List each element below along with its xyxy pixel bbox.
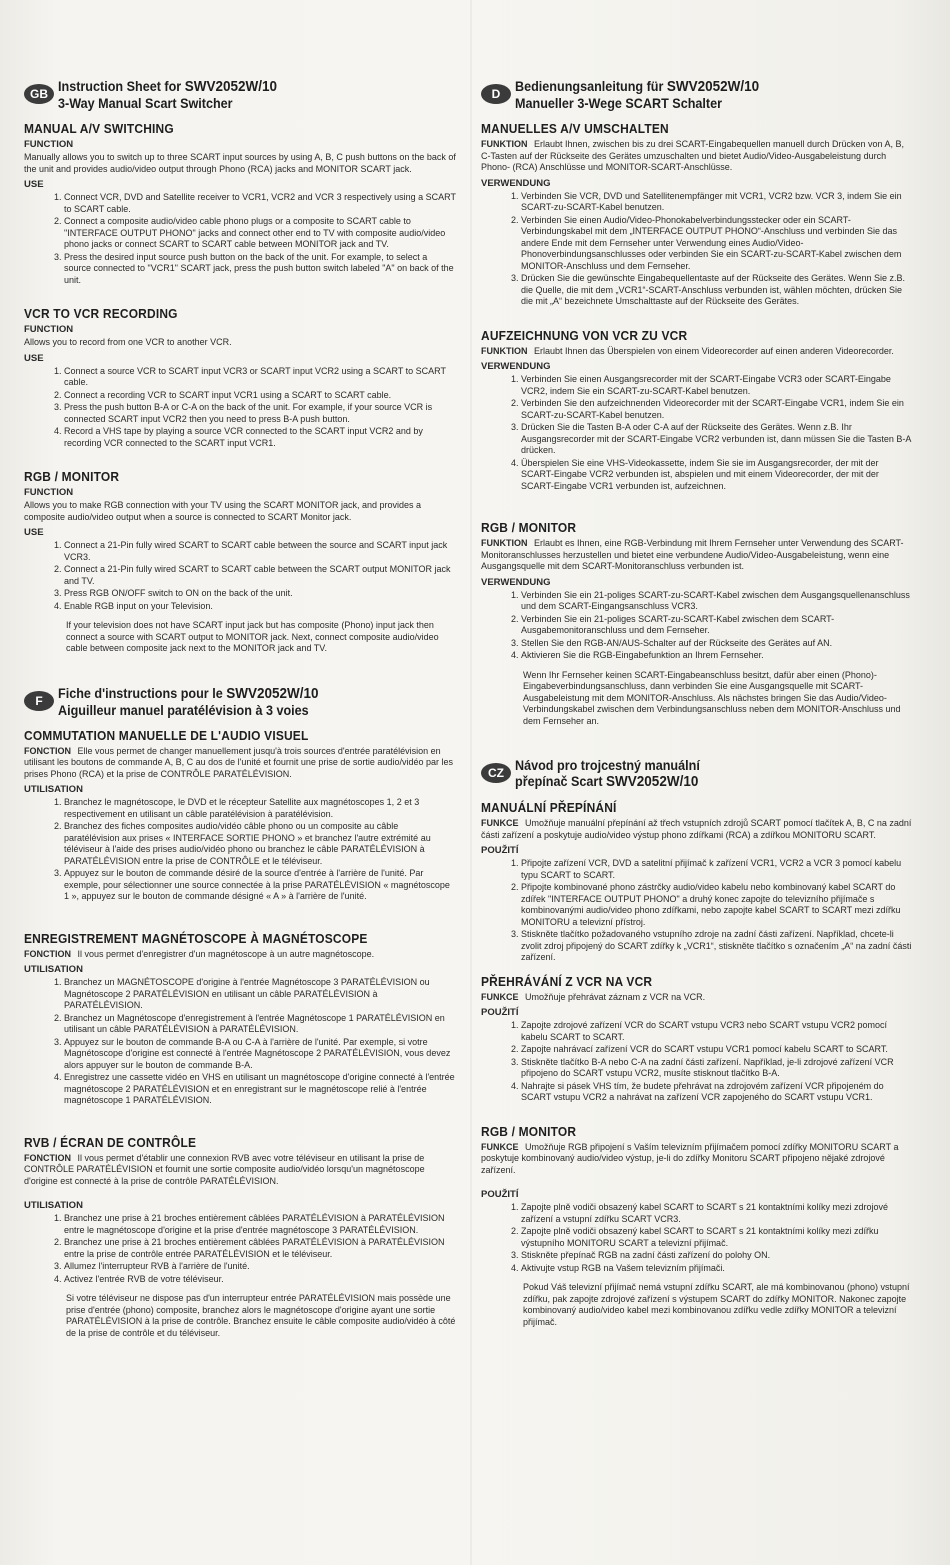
cz-s3-use-label: POUŽITÍ: [481, 1189, 519, 1200]
gb-s3-use-label: USE: [24, 527, 44, 538]
list-item: 3. Stellen Sie den RGB-AN/AUS-Schalter auf der Rückseite des Gerätes auf AN.: [521, 638, 913, 650]
cz-language-badge: CZ: [481, 763, 511, 783]
d-s2-function-text: Erlaubt Ihnen das Überspielen von einem Videorecorder auf einen anderen Videorecorder.: [534, 345, 894, 356]
f-s3-function-label: FONCTION: [24, 1152, 71, 1163]
d-s2-use-label: VERWENDUNG: [481, 361, 551, 372]
cz-header: [481, 757, 913, 790]
list-item: 4. Aktivieren Sie die RGB-Eingabefunktion an Ihrem Fernseher.: [521, 650, 913, 662]
list-item: 2. Connect a 21-Pin fully wired SCART to SCART cable between the SCART output MONITOR jack and TV.: [64, 564, 456, 587]
d-s3-function: [481, 538, 913, 573]
f-title-line1: Fiche d'instructions pour le: [58, 684, 223, 701]
cz-s3-steps: [481, 1202, 913, 1274]
d-s1-function-text: Erlaubt Ihnen, zwischen bis zu drei SCART-Eingabequellen manuell durch Drücken von A, B, C-Tasten auf der Rückseite des Gerätes umzuschalten und bietet Audio/Video-Ausgabeleistung durch Phono- (RCA) Anschlüsse und MONITOR-SCART-Anschlüsse.: [481, 139, 905, 172]
gb-s2-use-label: USE: [24, 352, 44, 364]
d-s2-function: [481, 346, 913, 358]
list-item: 4. Enregistrez une cassette vidéo en VHS en utilisant un magnétoscope d'origine connecté à l'entrée magnétoscope 2 PARATÉLÉVISION et en enregistrant sur le magnétoscope relié à l'entrée magnétoscope 1 PARATÉLÉVISION.: [64, 1072, 456, 1107]
list-item: 3. Appuyez sur le bouton de commande désiré de la source d'entrée à l'arrière de l'unité. Par exemple, pour sélectionner une source connectée à la prise PARATÉLÉVISION « magnétoscope 1 », appuyez sur le bouton de commande désigné « A » à l'arrière de l'unité.: [64, 868, 456, 903]
list-item: 2. Connect a recording VCR to SCART input VCR1 using a SCART to SCART cable.: [64, 390, 456, 402]
d-language-badge: D: [481, 84, 511, 104]
cz-s1-function-text: Umožňuje manuální přepínání až třech vstupních zdrojů SCART pomocí tlačítek A, B, C na zadní části zařízení a poskytuje audio/video výstup phono zdířkami (RCA) a zdířkou MONITORU SCART.: [481, 818, 912, 840]
list-item: 2. Zapojte nahrávací zařízení VCR do SCART vstupu VCR1 pomocí kabelu SCART to SCART.: [521, 1044, 913, 1056]
cz-s3-note: Pokud Váš televizní přijímač nemá vstupní zdířku SCART, ale má kombinovanou (phono) vstupní zdířku, pak zapojte zdrojové zařízení s výstupem SCART do zdířky MONITOR. Nakonec zapojte kombinovaný audio/video kabel mezi kombinovanou zdířku vedle zdířky MONITOR a televizní přijímač.: [523, 1282, 910, 1327]
list-item: 2. Connect a composite audio/video cable phono plugs or a composite to SCART cable to "INTERFACE OUTPUT PHONO" jacks and connect other end to TV with composite audio/video phono jacks or connect SCART to SCART cable between MONITOR jack and TV.: [64, 216, 456, 251]
d-s2-function-label: FUNKTION: [481, 345, 528, 356]
list-item: 3. Drücken Sie die Tasten B-A oder C-A auf der Rückseite des Gerätes. Wenn z.B. Ihr Ausgangsrecorder mit der SCART-Eingabe VCR2 verbunden ist, dann müssen Sie die Tasten B-A drücken.: [521, 422, 913, 457]
f-s2-function: [24, 949, 456, 961]
f-s3-title: RVB / ÉCRAN DE CONTRÔLE: [24, 1134, 197, 1150]
list-item: 1. Connect a source VCR to SCART input VCR3 or SCART input VCR2 using a SCART to SCART cable.: [64, 366, 456, 389]
f-section: [24, 685, 456, 1340]
list-item: 3. Stiskněte tlačítko B-A nebo C-A na zadní části zařízení. Například, je-li zdrojové zařízení VCR připojeno do SCART vstupu VCR2, musíte stisknout tlačítko B-A.: [521, 1057, 913, 1080]
cz-model: SWV2052W/10: [606, 773, 699, 790]
cz-s2-title: PŘEHRÁVÁNÍ Z VCR NA VCR: [481, 973, 653, 989]
d-s1-function: [481, 139, 913, 174]
gb-s3-function-text: Allows you to make RGB connection with your TV using the SCART MONITOR jack, and provides a composite audio/video output when a source is connected to SCART Monitor jack.: [24, 500, 422, 522]
list-item: 1. Zapojte plně vodiči obsazený kabel SCART to SCART s 21 kontaktními kolíky mezi zdrojové zařízení a vstupní zdířku SCART VCR3.: [521, 1202, 913, 1225]
list-item: 4. Activez l'entrée RVB de votre téléviseur.: [64, 1274, 456, 1286]
f-s3-function-text: Il vous permet d'établir une connexion RVB avec votre téléviseur en utilisant la prise de CONTRÔLE PARATÉLÉVISION et fournit une sortie composite audio/vidéo lorsqu'un magnétoscope d'origine est connecté à la prise de contrôle PARATÉLÉVISION.: [24, 1152, 425, 1186]
f-s2-function-text: Il vous permet d'enregistrer d'un magnétoscope à un autre magnétoscope.: [77, 948, 375, 959]
list-item: 2. Zapojte plně vodiči obsazený kabel SCART to SCART s 21 kontaktními kolíky mezi zdířku výstupního MONITORU SCART a televizní přijímač.: [521, 1226, 913, 1249]
cz-s2-use-label: POUŽITÍ: [481, 1007, 519, 1018]
list-item: 3. Press the desired input source push button on the back of the unit. For example, to select a source connected to "VCR1" SCART jack, press the push button switch labeled "A" on back of the unit.: [64, 252, 456, 287]
cz-subtitle: [515, 773, 873, 790]
list-item: 2. Verbinden Sie ein 21-poliges SCART-zu-SCART-Kabel zwischen dem SCART-Ausgabemonitoranschluss und dem Fernseher.: [521, 614, 913, 637]
f-language-badge: F: [24, 691, 54, 711]
gb-s2-function-label: FUNCTION: [24, 324, 74, 335]
d-s3-use-label: VERWENDUNG: [481, 576, 551, 588]
f-s1-steps: [24, 797, 456, 903]
gb-subtitle: 3-Way Manual Scart Switcher: [58, 95, 233, 111]
list-item: 4. Record a VHS tape by playing a source VCR connected to the SCART input VCR2 and by recording VCR connected to the SCART input VCR1.: [64, 426, 456, 449]
list-item: 2. Připojte kombinované phono zástrčky audio/video kabelu nebo kombinovaný kabel SCART do zdířek "INTERFACE OUTPUT PHONO" a druhý konec zapojte do televizního přijímače s kombinovanými audio/video phono zdířkami, nebo zapojte kabel SCART to SCART mezi zdířku MONITORU a televizní přístroj.: [521, 882, 913, 928]
list-item: 1. Connect VCR, DVD and Satellite receiver to VCR1, VCR2 and VCR 3 respectively using a SCART to SCART cable.: [64, 192, 456, 215]
gb-s1-title: MANUAL A/V SWITCHING: [24, 121, 174, 136]
list-item: 1. Connect a 21-Pin fully wired SCART to SCART cable between the source and SCART input jack VCR3.: [64, 540, 456, 563]
list-item: 2. Branchez des fiches composites audio/vidéo câble phono ou un composite au câble paratélévision aux prises « INTERFACE SORTIE PHONO » et branchez l'autre extrémité au téléviseur à l'aide des prises audio/vidéo phono ou branchez le câble PARATÉLÉVISION à PARATÉLÉVISION entre la prise de CONTRÔLE et le téléviseur.: [64, 821, 456, 867]
gb-s3-steps: [24, 540, 456, 612]
list-item: 4. Enable RGB input on your Television.: [64, 601, 456, 613]
f-s3-note: Si votre téléviseur ne dispose pas d'un interrupteur entrée PARATÉLÉVISION mais possède une prise d'entrée (phono) composite, branchez alors le magnétoscope d'origine ayant une sortie PARATÉLÉVISION à la prise de contrôle. Branchez ensuite le câble composite audio/vidéo à côté de la prise de contrôle et du téléviseur.: [66, 1293, 456, 1338]
cz-title: Návod pro trojcestný manuální: [515, 757, 700, 773]
list-item: 2. Branchez un Magnétoscope d'enregistrement à l'entrée Magnétoscope 1 PARATÉLÉVISION en utilisant un câble PARATÉLÉVISION à PARATÉLÉVISION.: [64, 1013, 456, 1036]
cz-s1-use-label: POUŽITÍ: [481, 845, 519, 856]
list-item: 1. Verbinden Sie VCR, DVD und Satellitenempfänger mit VCR1, VCR2 bzw. VCR 3, indem Sie ein SCART-zu-SCART-Kabel benutzen.: [521, 191, 913, 214]
f-subtitle: Aiguilleur manuel paratélévision à 3 voies: [58, 701, 309, 718]
gb-model: SWV2052W/10: [184, 78, 278, 95]
list-item: 4. Überspielen Sie eine VHS-Videokassette, indem Sie sie im Ausgangsrecorder, der mit der SCART-Eingabe VCR2 verbunden ist, abspielen und mit einem Videorecorder, der mit der SCART-Eingabe VCR1 verbunden ist, aufzeichnen.: [521, 458, 913, 493]
gb-s1-function-text: Manually allows you to switch up to three SCART input sources by using A, B, C push buttons on the back of the unit and provides audio/video output through Phono (RCA) jacks and MONITOR SCART jack.: [24, 152, 456, 174]
list-item: 1. Verbinden Sie einen Ausgangsrecorder mit der SCART-Eingabe VCR3 oder SCART-Eingabe VCR2, indem Sie ein SCART-zu-SCART-Kabel benutzen.: [521, 374, 913, 397]
d-s2-steps: [481, 374, 913, 492]
d-s3-function-label: FUNKTION: [481, 538, 528, 548]
gb-s1-steps: [24, 192, 456, 286]
cz-s1-function: [481, 818, 913, 841]
list-item: 3. Press the push button B-A or C-A on the back of the unit. For example, if your source VCR is connected SCART input VCR2 then you need to press B-A push button.: [64, 402, 456, 425]
f-model: SWV2052W/10: [226, 684, 319, 702]
list-item: 1. Verbinden Sie ein 21-poliges SCART-zu-SCART-Kabel zwischen dem Ausgangsquellenanschluss und dem SCART-Eingangsanschluss VCR3.: [521, 590, 913, 613]
f-s3-use-label: UTILISATION: [24, 1200, 83, 1211]
d-s1-steps: [481, 191, 913, 308]
f-s1-function-label: FONCTION: [24, 745, 71, 756]
list-item: 2. Verbinden Sie einen Audio/Video-Phonokabelverbindungsstecker oder ein SCART-Verbindungskabel mit dem „INTERFACE OUTPUT PHONO“-Anschluss und verbinden Sie das andere Ende mit dem Fernseher unter Verwendung eines Audio/Video-Phonoverbindungsanschlusses oder verbinden Sie ein SCART-zu-SCART-Kabel zwischen dem MONITOR-Anschluss und dem Fernseher.: [521, 215, 913, 273]
cz-s3-function: [481, 1142, 913, 1177]
cz-s1-title: MANUÁLNÍ PŘEPÍNÁNÍ: [481, 800, 617, 815]
f-s1-title: COMMUTATION MANUELLE DE L'AUDIO VISUEL: [24, 727, 309, 743]
gb-header: [24, 78, 456, 111]
list-item: 2. Branchez une prise à 21 broches entièrement câblées PARATÉLÉVISION à PARATÉLÉVISION entre la prise de contrôle entrée PARATÉLÉVISION et le téléviseur.: [64, 1237, 456, 1260]
d-header: [481, 78, 913, 111]
f-header: [24, 685, 456, 718]
d-s3-title: RGB / MONITOR: [481, 520, 577, 535]
list-item: 3. Stiskněte tlačítko požadovaného vstupního zdroje na zadní části zařízení. Například, chcete-li zvolit zdroj připojený do SCART zdířky k „VCR1“, stiskněte tlačítko s označením „A“ na zadní části zařízení.: [521, 929, 913, 964]
list-item: 3. Press RGB ON/OFF switch to ON on the back of the unit.: [64, 588, 456, 600]
cz-s2-function-text: Umožňuje přehrávat záznam z VCR na VCR.: [525, 991, 706, 1002]
list-item: 1. Branchez une prise à 21 broches entièrement câblées PARATÉLÉVISION à PARATÉLÉVISION entre le magnétoscope d'origine et la prise d'entrée magnétoscope 3 PARATÉLÉVISION.: [64, 1213, 456, 1236]
list-item: 4. Nahrajte si pásek VHS tím, že budete přehrávat na zdrojovém zařízení VCR připojeném do SCART vstupu VCR2 a nahrávat na zařízení VCR zapojeného do SCART vstupu VCR1.: [521, 1081, 913, 1104]
gb-title-line1: Instruction Sheet for: [58, 78, 182, 94]
f-s2-function-label: FONCTION: [24, 948, 71, 959]
d-s3-note: Wenn Ihr Fernseher keinen SCART-Eingabeanschluss besitzt, dafür aber einen (Phono)-Eingabeverbindungsanschluss, dann verbinden Sie eine Ausgangsquelle mit SCART-Ausgabeleistung mit dem MONITOR-Anschluss. Als nächstes bringen Sie das Audio/Video-Verbindungskabel zwischen dem Verbindungsanschluss neben dem MONITOR-Anschluss und dem Fernseher an.: [523, 669, 901, 726]
d-s1-use-label: VERWENDUNG: [481, 177, 551, 189]
f-s1-function-text: Elle vous permet de changer manuellement jusqu'à trois sources d'entrée paratélévision en utilisant les boutons de commande A, B, C au dos de l'unité et fournit une prise de sortie audio/vidéo par les prises Phono (RCA) et la prise de CONTRÔLE PARATÉLÉVISION.: [24, 745, 453, 779]
d-subtitle: Manueller 3-Wege SCART Schalter: [515, 95, 723, 111]
left-column: [24, 78, 456, 1343]
list-item: 2. Verbinden Sie den aufzeichnenden Videorecorder mit der SCART-Eingabe VCR1, indem Sie ein SCART-zu-SCART-Kabel benutzen.: [521, 398, 913, 421]
f-s3-steps: [24, 1213, 456, 1285]
list-item: 3. Appuyez sur le bouton de commande B-A ou C-A à l'arrière de l'unité. Par exemple, si votre Magnétoscope d'origine est connecté à l'entrée Magnétoscope 2 PARATÉLÉVISION, vous devez alors appuyer sur le bouton de commande B-A.: [64, 1037, 456, 1072]
cz-s3-function-label: FUNKCE: [481, 1141, 519, 1152]
f-s1-use-label: UTILISATION: [24, 784, 83, 795]
d-s1-function-label: FUNKTION: [481, 139, 528, 149]
list-item: 1. Připojte zařízení VCR, DVD a satelitní přijímač k zařízení VCR1, VCR2 a VCR 3 pomocí kabelu typu SCART to SCART.: [521, 858, 913, 881]
f-s3-function: [24, 1153, 456, 1188]
cz-s3-title: RGB / MONITOR: [481, 1123, 577, 1139]
cz-title-line2: přepínač Scart: [515, 773, 603, 789]
d-s1-title: MANUELLES A/V UMSCHALTEN: [481, 121, 669, 136]
f-s1-function: [24, 746, 456, 781]
list-item: 1. Branchez le magnétoscope, le DVD et le récepteur Satellite aux magnétoscopes 1, 2 et 3 respectivement en utilisant un câble paratélévision à paratélévision.: [64, 797, 456, 820]
gb-s1-use-label: USE: [24, 179, 44, 190]
d-title: [515, 78, 873, 95]
gb-s2-title: VCR TO VCR RECORDING: [24, 306, 178, 321]
list-item: 3. Allumez l'interrupteur RVB à l'arrière de l'unité.: [64, 1261, 456, 1273]
f-s2-steps: [24, 977, 456, 1107]
gb-s3-note: If your television does not have SCART input jack but has composite (Phono) input jack then connect a source with SCART output to MONITOR jack. Next, connect composite audio/video cable between composite jack next to the MONITOR jack and TV.: [66, 620, 439, 653]
gb-section: [24, 78, 456, 655]
d-s3-steps: [481, 590, 913, 662]
list-item: 3. Drücken Sie die gewünschte Eingabequellentaste auf der Rückseite des Gerätes. Wenn Sie z.B. die Quelle, die mit dem „VCR1“-SCART-Anschluss verbunden ist, wählen möchten, drücken Sie die mit „A“ bezeichnete Umschalttaste auf der Rückseite des Gerätes.: [521, 273, 913, 308]
d-s2-title: AUFZEICHNUNG VON VCR ZU VCR: [481, 327, 688, 343]
gb-s3-function-label: FUNCTION: [24, 487, 74, 498]
cz-s2-steps: [481, 1020, 913, 1104]
gb-s1-function-label: FUNCTION: [24, 139, 74, 150]
d-s3-function-text: Erlaubt es Ihnen, eine RGB-Verbindung mit Ihrem Fernseher unter Verwendung des SCART-Monitoranschlusses herzustellen und bietet eine verbundene Audio/Video-Ausgabeleistung, wenn eine Ausgangsquelle mit dem SCART-Monitoranschluss verbunden ist.: [481, 538, 904, 571]
cz-s1-steps: [481, 858, 913, 964]
f-s2-use-label: UTILISATION: [24, 964, 83, 975]
list-item: 1. Zapojte zdrojové zařízení VCR do SCART vstupu VCR3 nebo SCART vstupu VCR2 pomocí kabelu SCART to SCART.: [521, 1020, 913, 1043]
right-column: [481, 78, 913, 1332]
list-item: 3. Stiskněte přepínač RGB na zadní části zařízení do polohy ON.: [521, 1250, 913, 1262]
gb-title: [58, 78, 416, 95]
paper-fold: [470, 0, 472, 1565]
d-title-line1: Bedienungsanleitung für: [515, 78, 664, 94]
cz-s2-function: [481, 992, 913, 1004]
gb-s2-function-text: Allows you to record from one VCR to another VCR.: [24, 337, 232, 347]
f-title: [58, 685, 416, 702]
cz-s1-function-label: FUNKCE: [481, 818, 519, 828]
gb-s3-title: RGB / MONITOR: [24, 469, 120, 484]
cz-s2-function-label: FUNKCE: [481, 991, 519, 1002]
gb-s2-steps: [24, 366, 456, 450]
d-section: [481, 78, 913, 727]
cz-section: [481, 757, 913, 1328]
list-item: 1. Branchez un MAGNÉTOSCOPE d'origine à l'entrée Magnétoscope 3 PARATÉLÉVISION ou Magnétoscope 2 PARATÉLÉVISION en utilisant un câble PARATÉLÉVISION à PARATÉLÉVISION.: [64, 977, 456, 1012]
f-s2-title: ENREGISTREMENT MAGNÉTOSCOPE À MAGNÉTOSCOPE: [24, 930, 368, 946]
gb-language-badge: GB: [24, 84, 54, 104]
cz-s3-function-text: Umožňuje RGB připojení s Vaším televizním přijímačem pomocí zdířky MONITORU SCART a poskytuje kombinovaný audio/video výstup, je-li do zdířky Monitoru SCART připojeno nějaké zdrojové zařízení.: [481, 1141, 899, 1175]
d-model: SWV2052W/10: [666, 78, 760, 95]
list-item: 4. Aktivujte vstup RGB na Vašem televizním přijímači.: [521, 1263, 913, 1275]
